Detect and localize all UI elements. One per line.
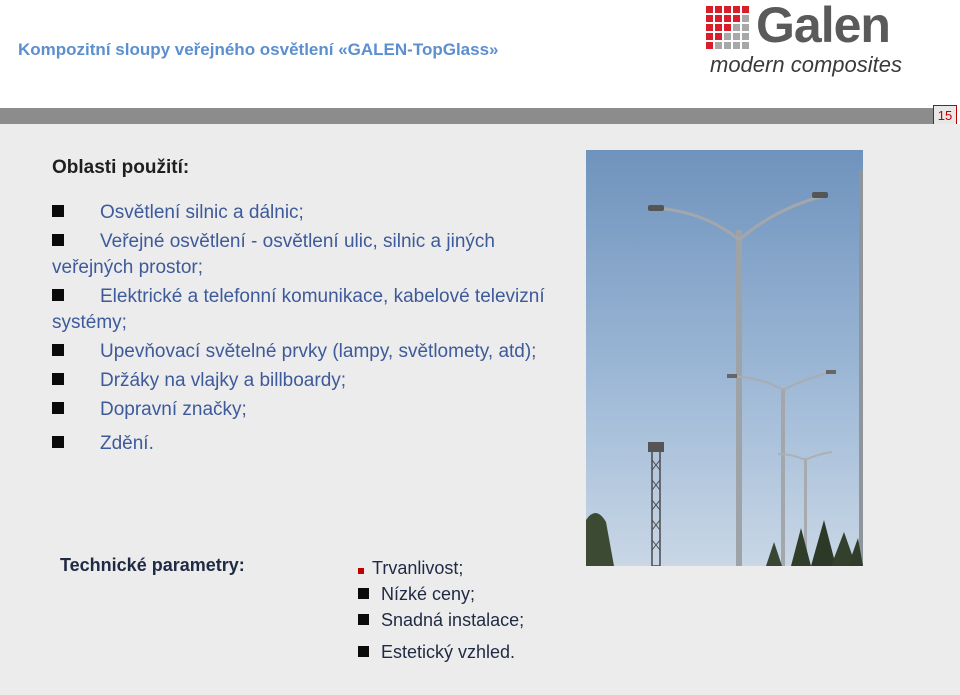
square-bullet-icon bbox=[52, 436, 64, 448]
square-bullet-icon bbox=[52, 373, 64, 385]
logo-wordmark: Galen bbox=[756, 0, 890, 53]
slide-header bbox=[0, 0, 960, 108]
list-item: Veřejné osvětlení - osvětlení ulic, silnic a jiných veřejných prostor; bbox=[52, 231, 495, 278]
header-divider bbox=[0, 108, 935, 124]
logo-tagline: modern composites bbox=[710, 52, 902, 77]
square-bullet-icon bbox=[358, 588, 369, 599]
usage-list bbox=[52, 200, 572, 460]
technical-parameters-label: Technické parametry: bbox=[60, 555, 245, 575]
list-item: Dopravní značky; bbox=[52, 397, 572, 423]
square-bullet-icon bbox=[52, 344, 64, 356]
list-item: Trvanlivost; bbox=[358, 555, 524, 581]
square-bullet-icon bbox=[358, 568, 364, 574]
list-item: Snadná instalace; bbox=[358, 607, 524, 633]
usage-title: Oblasti použití: bbox=[52, 157, 190, 178]
street-lamp-photo-icon bbox=[586, 150, 863, 566]
square-bullet-icon bbox=[358, 614, 369, 625]
list-item: Elektrické a telefonní komunikace, kabelové televizní systémy; bbox=[52, 286, 545, 333]
list-item: Zdění. bbox=[52, 431, 572, 457]
list-item: Držáky na vlajky a billboardy; bbox=[52, 368, 572, 394]
street-lamp-photo bbox=[586, 150, 863, 566]
logo-grid-icon bbox=[706, 6, 750, 52]
page-title: Kompozitní sloupy veřejného osvětlení «GALEN-TopGlass» bbox=[18, 40, 499, 59]
galen-logo bbox=[706, 2, 956, 82]
square-bullet-icon bbox=[52, 205, 64, 217]
list-item: Osvětlení silnic a dálnic; bbox=[52, 200, 572, 226]
square-bullet-icon bbox=[52, 289, 64, 301]
page-number: 15 bbox=[933, 105, 957, 127]
technical-parameters-list bbox=[358, 555, 524, 665]
square-bullet-icon bbox=[52, 234, 64, 246]
square-bullet-icon bbox=[52, 402, 64, 414]
list-item: Estetický vzhled. bbox=[358, 639, 524, 665]
list-item: Nízké ceny; bbox=[358, 581, 524, 607]
list-item: Upevňovací světelné prvky (lampy, světlomety, atd); bbox=[52, 339, 572, 365]
square-bullet-icon bbox=[358, 646, 369, 657]
